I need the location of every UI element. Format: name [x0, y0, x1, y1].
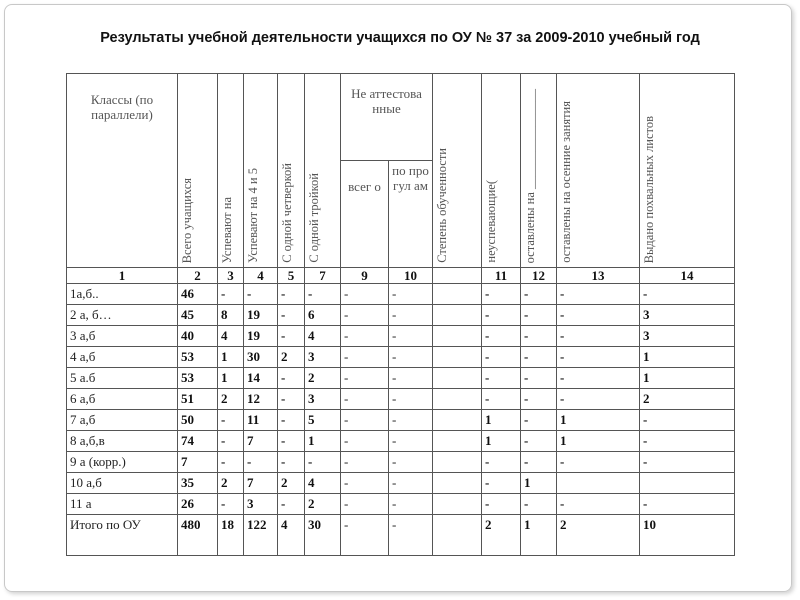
- value-cell: -: [521, 368, 557, 389]
- value-cell: 3: [244, 494, 278, 515]
- col-number: 12: [521, 268, 557, 284]
- value-cell: 3: [305, 347, 341, 368]
- value-cell: 1: [557, 410, 640, 431]
- col-number: 7: [305, 268, 341, 284]
- value-cell: 7: [178, 452, 218, 473]
- table-row: [67, 473, 735, 494]
- value-cell: -: [278, 326, 305, 347]
- table-row: [67, 452, 735, 473]
- value-cell: 6: [305, 305, 341, 326]
- value-cell: 40: [178, 326, 218, 347]
- value-cell: -: [341, 284, 389, 305]
- value-cell: 19: [244, 326, 278, 347]
- value-cell: [433, 326, 482, 347]
- class-name-cell: 11 а: [67, 494, 178, 515]
- value-cell: -: [557, 452, 640, 473]
- value-cell: -: [557, 347, 640, 368]
- col-number: 14: [640, 268, 735, 284]
- value-cell: -: [521, 431, 557, 452]
- value-cell: 1: [640, 368, 735, 389]
- value-cell: -: [521, 284, 557, 305]
- table-row: [67, 347, 735, 368]
- col-number: 13: [557, 268, 640, 284]
- value-cell: -: [278, 389, 305, 410]
- class-name-cell: 8 а,б,в: [67, 431, 178, 452]
- value-cell: -: [640, 452, 735, 473]
- value-cell: -: [521, 389, 557, 410]
- total-value-cell: 30: [305, 515, 341, 556]
- value-cell: -: [305, 284, 341, 305]
- value-cell: 1: [521, 473, 557, 494]
- value-cell: -: [640, 410, 735, 431]
- value-cell: -: [341, 347, 389, 368]
- table-row: [67, 494, 735, 515]
- header-not-attested: Не аттестова нные: [341, 74, 433, 161]
- total-value-cell: 1: [521, 515, 557, 556]
- value-cell: -: [341, 368, 389, 389]
- value-cell: [433, 494, 482, 515]
- value-cell: -: [278, 431, 305, 452]
- header-one-four: С одной четверкой: [278, 74, 305, 268]
- col-number: 2: [178, 268, 218, 284]
- table-row: [67, 410, 735, 431]
- value-cell: [433, 347, 482, 368]
- value-cell: -: [640, 284, 735, 305]
- value-cell: -: [341, 452, 389, 473]
- value-cell: -: [341, 305, 389, 326]
- value-cell: [433, 452, 482, 473]
- value-cell: [433, 368, 482, 389]
- class-name-cell: 9 а (корр.): [67, 452, 178, 473]
- value-cell: [433, 389, 482, 410]
- header-classes: Классы (по параллели): [67, 74, 178, 268]
- value-cell: -: [341, 473, 389, 494]
- header-total-students: Всего учащихся: [178, 74, 218, 268]
- header-one-three: С одной тройкой: [305, 74, 341, 268]
- value-cell: 2: [278, 347, 305, 368]
- value-cell: 2: [218, 473, 244, 494]
- value-cell: [433, 410, 482, 431]
- value-cell: 1: [305, 431, 341, 452]
- value-cell: -: [218, 431, 244, 452]
- value-cell: -: [341, 431, 389, 452]
- col-number: 10: [389, 268, 433, 284]
- class-name-cell: 1а,б..: [67, 284, 178, 305]
- value-cell: -: [389, 368, 433, 389]
- value-cell: -: [521, 305, 557, 326]
- value-cell: [640, 473, 735, 494]
- table-row: [67, 326, 735, 347]
- header-good: Успевают на: [218, 74, 244, 268]
- value-cell: [557, 473, 640, 494]
- value-cell: -: [521, 452, 557, 473]
- total-value-cell: 18: [218, 515, 244, 556]
- value-cell: -: [389, 494, 433, 515]
- class-name-cell: 4 а,б: [67, 347, 178, 368]
- header-praise-sheets: Выдано похвальных листов: [640, 74, 735, 268]
- total-label-cell: Итого по ОУ: [67, 515, 178, 556]
- col-number: 5: [278, 268, 305, 284]
- value-cell: 45: [178, 305, 218, 326]
- value-cell: -: [557, 284, 640, 305]
- value-cell: 2: [278, 473, 305, 494]
- value-cell: [433, 431, 482, 452]
- value-cell: -: [482, 284, 521, 305]
- total-value-cell: 122: [244, 515, 278, 556]
- value-cell: 7: [244, 473, 278, 494]
- value-cell: -: [389, 347, 433, 368]
- value-cell: 4: [305, 473, 341, 494]
- value-cell: 53: [178, 368, 218, 389]
- header-not-attested-total: всег о: [341, 161, 389, 268]
- value-cell: 4: [218, 326, 244, 347]
- value-cell: -: [278, 284, 305, 305]
- value-cell: -: [341, 410, 389, 431]
- value-cell: 2: [305, 368, 341, 389]
- value-cell: 2: [218, 389, 244, 410]
- value-cell: -: [482, 494, 521, 515]
- table-row: [67, 305, 735, 326]
- value-cell: -: [341, 326, 389, 347]
- header-good-4-5: Успевают на 4 и 5: [244, 74, 278, 268]
- total-value-cell: 2: [557, 515, 640, 556]
- value-cell: 19: [244, 305, 278, 326]
- value-cell: 2: [640, 389, 735, 410]
- class-name-cell: 3 а,б: [67, 326, 178, 347]
- value-cell: -: [482, 326, 521, 347]
- value-cell: 1: [482, 431, 521, 452]
- value-cell: -: [482, 347, 521, 368]
- value-cell: 50: [178, 410, 218, 431]
- value-cell: -: [557, 494, 640, 515]
- value-cell: 26: [178, 494, 218, 515]
- value-cell: -: [557, 305, 640, 326]
- value-cell: -: [389, 410, 433, 431]
- value-cell: -: [482, 389, 521, 410]
- value-cell: -: [521, 326, 557, 347]
- header-autumn: оставлены на осенние занятия: [557, 74, 640, 268]
- value-cell: 3: [640, 305, 735, 326]
- value-cell: [433, 473, 482, 494]
- value-cell: -: [521, 494, 557, 515]
- column-number-row: [67, 268, 735, 284]
- value-cell: -: [218, 494, 244, 515]
- value-cell: -: [278, 452, 305, 473]
- header-left-on: оставлены на ________________: [521, 74, 557, 268]
- value-cell: -: [305, 452, 341, 473]
- header-failing: неуспевающие(: [482, 74, 521, 268]
- value-cell: -: [389, 473, 433, 494]
- col-number: 1: [67, 268, 178, 284]
- col-number: 4: [244, 268, 278, 284]
- value-cell: -: [341, 494, 389, 515]
- total-value-cell: -: [341, 515, 389, 556]
- value-cell: 4: [305, 326, 341, 347]
- value-cell: 74: [178, 431, 218, 452]
- value-cell: [433, 284, 482, 305]
- value-cell: 1: [640, 347, 735, 368]
- table-row: [67, 389, 735, 410]
- value-cell: -: [278, 410, 305, 431]
- value-cell: -: [640, 494, 735, 515]
- class-name-cell: 2 а, б…: [67, 305, 178, 326]
- value-cell: -: [244, 452, 278, 473]
- value-cell: -: [389, 389, 433, 410]
- total-value-cell: -: [389, 515, 433, 556]
- value-cell: -: [482, 305, 521, 326]
- value-cell: 53: [178, 347, 218, 368]
- header-degree: Степень обученности: [433, 74, 482, 268]
- value-cell: 51: [178, 389, 218, 410]
- value-cell: 1: [482, 410, 521, 431]
- table-row: [67, 431, 735, 452]
- value-cell: 3: [305, 389, 341, 410]
- value-cell: -: [278, 368, 305, 389]
- value-cell: 46: [178, 284, 218, 305]
- value-cell: 35: [178, 473, 218, 494]
- value-cell: 7: [244, 431, 278, 452]
- col-number: [433, 268, 482, 284]
- value-cell: 30: [244, 347, 278, 368]
- value-cell: -: [278, 305, 305, 326]
- value-cell: 1: [218, 368, 244, 389]
- value-cell: -: [557, 368, 640, 389]
- col-number: 9: [341, 268, 389, 284]
- total-value-cell: 10: [640, 515, 735, 556]
- value-cell: -: [278, 494, 305, 515]
- value-cell: 5: [305, 410, 341, 431]
- results-table: [66, 73, 735, 556]
- value-cell: -: [341, 389, 389, 410]
- header-not-attested-absence: по про гул ам: [389, 161, 433, 268]
- total-value-cell: 4: [278, 515, 305, 556]
- total-value-cell: [433, 515, 482, 556]
- value-cell: -: [482, 368, 521, 389]
- total-row: [67, 515, 735, 556]
- value-cell: -: [389, 326, 433, 347]
- class-name-cell: 5 а.б: [67, 368, 178, 389]
- total-value-cell: 2: [482, 515, 521, 556]
- value-cell: 2: [305, 494, 341, 515]
- total-value-cell: 480: [178, 515, 218, 556]
- value-cell: -: [244, 284, 278, 305]
- value-cell: -: [389, 305, 433, 326]
- value-cell: -: [482, 473, 521, 494]
- table-row: [67, 368, 735, 389]
- table-row: [67, 284, 735, 305]
- value-cell: [433, 305, 482, 326]
- value-cell: 11: [244, 410, 278, 431]
- class-name-cell: 7 а,б: [67, 410, 178, 431]
- value-cell: -: [389, 284, 433, 305]
- value-cell: -: [640, 431, 735, 452]
- col-number: 3: [218, 268, 244, 284]
- value-cell: -: [218, 452, 244, 473]
- class-name-cell: 10 а,б: [67, 473, 178, 494]
- value-cell: -: [389, 431, 433, 452]
- value-cell: 1: [557, 431, 640, 452]
- value-cell: -: [521, 410, 557, 431]
- value-cell: -: [389, 452, 433, 473]
- value-cell: 12: [244, 389, 278, 410]
- value-cell: -: [557, 326, 640, 347]
- value-cell: 14: [244, 368, 278, 389]
- value-cell: 8: [218, 305, 244, 326]
- value-cell: 1: [218, 347, 244, 368]
- value-cell: -: [521, 347, 557, 368]
- col-number: 11: [482, 268, 521, 284]
- class-name-cell: 6 а,б: [67, 389, 178, 410]
- value-cell: -: [218, 284, 244, 305]
- value-cell: -: [557, 389, 640, 410]
- page-title: Результаты учебной деятельности учащихся по ОУ № 37 за 2009-2010 учебный год: [100, 30, 700, 46]
- value-cell: 3: [640, 326, 735, 347]
- value-cell: -: [218, 410, 244, 431]
- value-cell: -: [482, 452, 521, 473]
